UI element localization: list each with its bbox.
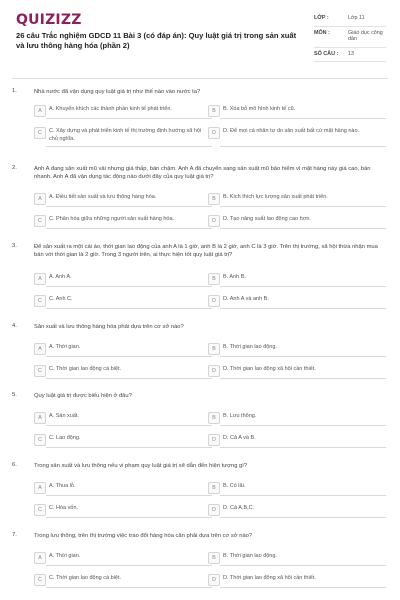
meta-label: SỐ CÂU : bbox=[314, 50, 339, 57]
option-underline bbox=[46, 118, 212, 119]
option-a[interactable] bbox=[34, 552, 210, 566]
option-b[interactable] bbox=[208, 105, 384, 119]
option-text: B. Xóa bỏ mô hình kinh tế cũ. bbox=[223, 106, 296, 112]
option-text: B. Kích thích lực lượng sản xuất phát triển. bbox=[223, 194, 328, 200]
option-underline bbox=[46, 286, 212, 287]
option-letter-badge: A bbox=[34, 273, 46, 285]
meta-row-subject bbox=[314, 27, 386, 48]
option-underline bbox=[220, 308, 386, 309]
option-underline bbox=[220, 228, 386, 229]
option-b[interactable] bbox=[208, 552, 384, 566]
option-d[interactable] bbox=[208, 295, 384, 309]
option-b[interactable] bbox=[208, 193, 384, 207]
option-text: A. Sản xuất. bbox=[49, 413, 79, 419]
question-text: Trong sản xuất và lưu thông nếu vi phạm quy luật giá trị sẽ dẫn đến hiện tượng gì? bbox=[34, 463, 248, 469]
option-letter-badge: A bbox=[34, 193, 46, 205]
option-text: A. Thời gian. bbox=[49, 344, 81, 350]
meta-value: 13 bbox=[348, 50, 354, 57]
option-letter-badge: B bbox=[208, 105, 220, 117]
option-c[interactable] bbox=[34, 365, 210, 379]
option-a[interactable] bbox=[34, 482, 210, 496]
option-letter-badge: B bbox=[208, 412, 220, 424]
meta-value: Lớp 11 bbox=[348, 15, 365, 21]
option-b[interactable] bbox=[208, 482, 384, 496]
option-underline bbox=[46, 517, 212, 518]
option-underline bbox=[46, 356, 212, 357]
header-divider bbox=[12, 78, 388, 79]
meta-row-count bbox=[314, 48, 386, 63]
option-letter-badge: A bbox=[34, 552, 46, 564]
option-text: A. Anh A. bbox=[49, 274, 72, 280]
option-letter-badge: A bbox=[34, 412, 46, 424]
option-c[interactable] bbox=[34, 127, 210, 147]
meta-label: MÔN : bbox=[314, 29, 330, 36]
option-a[interactable] bbox=[34, 105, 210, 119]
question-text: Quy luật giá trị được biểu hiện ở đâu? bbox=[34, 393, 132, 399]
option-text: A. Thua lỗ. bbox=[49, 483, 76, 489]
option-c[interactable] bbox=[34, 504, 210, 518]
option-text: C. Phân hóa giữa những người sản xuất hàng hóa. bbox=[49, 216, 175, 222]
option-d[interactable] bbox=[208, 365, 384, 379]
option-text: B. Có lãi. bbox=[223, 483, 246, 489]
option-underline bbox=[46, 378, 212, 379]
option-letter-badge: C bbox=[34, 215, 46, 227]
question-number: 7. bbox=[12, 532, 17, 538]
option-text: D. Anh A và anh B. bbox=[223, 296, 269, 302]
option-text: C. Xây dựng và phát triển kinh tế thị trường định hướng xã hội chủ nghĩa. bbox=[49, 128, 202, 142]
option-a[interactable] bbox=[34, 193, 210, 207]
option-underline bbox=[220, 378, 386, 379]
option-text: A. Điều tiết sản xuất và lưu thông hàng hóa. bbox=[49, 194, 157, 200]
option-letter-badge: C bbox=[34, 127, 46, 139]
option-letter-badge: C bbox=[34, 434, 46, 446]
option-underline bbox=[220, 565, 386, 566]
option-underline bbox=[46, 565, 212, 566]
option-underline bbox=[220, 356, 386, 357]
option-text: C. Lao động. bbox=[49, 435, 81, 441]
option-c[interactable] bbox=[34, 434, 210, 448]
option-underline bbox=[220, 425, 386, 426]
option-letter-badge: C bbox=[34, 574, 46, 586]
option-letter-badge: B bbox=[208, 482, 220, 494]
option-underline bbox=[220, 206, 386, 207]
option-underline bbox=[46, 308, 212, 309]
option-letter-badge: A bbox=[34, 105, 46, 117]
question-number: 2. bbox=[12, 165, 17, 171]
option-letter-badge: B bbox=[208, 273, 220, 285]
option-text: A. Khuyến khích các thành phần kinh tế phát triển. bbox=[49, 106, 172, 112]
option-letter-badge: C bbox=[34, 504, 46, 516]
option-underline bbox=[46, 495, 212, 496]
option-text: D. Để mọi cá nhân tự do sản xuất bất cứ mặt hàng nào. bbox=[223, 128, 360, 134]
option-text: C. Thời gian lao động cá biệt. bbox=[49, 366, 121, 372]
option-b[interactable] bbox=[208, 343, 384, 357]
option-d[interactable] bbox=[208, 574, 384, 588]
option-b[interactable] bbox=[208, 273, 384, 287]
option-text: D. Thời gian lao động xã hội cần thiết. bbox=[223, 575, 316, 581]
option-letter-badge: B bbox=[208, 552, 220, 564]
meta-value: Giáo dục công dân bbox=[348, 29, 383, 42]
option-letter-badge: B bbox=[208, 343, 220, 355]
option-underline bbox=[46, 146, 212, 147]
meta-row-grade bbox=[314, 12, 386, 27]
option-text: C. Thời gian lao động cá biệt. bbox=[49, 575, 121, 581]
option-text: B. Thời gian lao động. bbox=[223, 553, 277, 559]
option-a[interactable] bbox=[34, 273, 210, 287]
meta-label: LỚP : bbox=[314, 15, 329, 21]
option-letter-badge: D bbox=[208, 215, 220, 227]
page-title: 26 câu Trắc nghiệm GDCD 11 Bài 3 (có đáp án): Quy luật giá trị trong sản xuất và lưu thông hàng hóa (phần 2) bbox=[16, 31, 297, 50]
question-text: Nhà nước đã vận dụng quy luật giá trị như thế nào vào nước ta? bbox=[34, 89, 201, 95]
option-text: D. Cả A và B. bbox=[223, 435, 256, 441]
option-underline bbox=[220, 517, 386, 518]
option-d[interactable] bbox=[208, 434, 384, 448]
option-letter-badge: D bbox=[208, 434, 220, 446]
option-a[interactable] bbox=[34, 343, 210, 357]
option-d[interactable] bbox=[208, 127, 384, 147]
option-underline bbox=[220, 447, 386, 448]
option-text: A. Thời gian. bbox=[49, 553, 81, 559]
question-number: 4. bbox=[12, 323, 17, 329]
option-text: C. Anh C. bbox=[49, 296, 73, 302]
option-text: B. Anh B. bbox=[223, 274, 246, 280]
option-underline bbox=[46, 228, 212, 229]
question-text: Để sản xuất ra một cái áo, thời gian lao động của anh A là 1 giờ, anh B là 2 giờ, anh C là 3 giờ. Trên thị trường, xã hội thừa nhận mua bán với thời gian là 2 giờ. Trong 3 người trên, ai thực hiện tốt quy luật giá trị? bbox=[34, 244, 378, 258]
option-text: B. Thời gian lao động. bbox=[223, 344, 277, 350]
option-underline bbox=[46, 425, 212, 426]
option-letter-badge: A bbox=[34, 343, 46, 355]
option-c[interactable] bbox=[34, 295, 210, 309]
option-underline bbox=[220, 587, 386, 588]
question-text: Sản xuất và lưu thông hàng hóa phải dựa trên cơ sở nào? bbox=[34, 324, 184, 330]
option-letter-badge: D bbox=[208, 295, 220, 307]
option-underline bbox=[46, 206, 212, 207]
option-d[interactable] bbox=[208, 504, 384, 518]
question-text: Anh A đang sản xuất mũ vải nhưng giá thấp, bán chậm. Anh A đã chuyển sang sản xuất mũ bảo hiểm vì mặt hàng này giá cao, bán nhanh. Anh A đã vận dụng tác động nào dưới đây của quy luật giá trị? bbox=[34, 166, 371, 180]
quizizz-logo: QUIZIZZ bbox=[16, 12, 82, 28]
option-a[interactable] bbox=[34, 412, 210, 426]
question-number: 5. bbox=[12, 392, 17, 398]
question-text: Trong lưu thông, trên thị trường việc trao đổi hàng hóa căn phải dựa trên cơ sở nào? bbox=[34, 533, 253, 539]
option-letter-badge: A bbox=[34, 482, 46, 494]
option-underline bbox=[220, 146, 386, 147]
question-number: 6. bbox=[12, 462, 17, 468]
option-text: D. Tạo năng suất lao động cao hơn. bbox=[223, 216, 311, 222]
option-letter-badge: C bbox=[34, 295, 46, 307]
option-b[interactable] bbox=[208, 412, 384, 426]
option-letter-badge: D bbox=[208, 504, 220, 516]
question-number: 1. bbox=[12, 88, 17, 94]
quiz-meta-panel bbox=[314, 12, 386, 62]
option-letter-badge: D bbox=[208, 127, 220, 139]
option-text: D. Thời gian lao động xã hội cần thiết. bbox=[223, 366, 316, 372]
option-letter-badge: D bbox=[208, 365, 220, 377]
option-c[interactable] bbox=[34, 215, 210, 229]
option-letter-badge: D bbox=[208, 574, 220, 586]
option-underline bbox=[220, 286, 386, 287]
question-number: 3. bbox=[12, 243, 17, 249]
option-c[interactable] bbox=[34, 574, 210, 588]
option-underline bbox=[220, 118, 386, 119]
option-text: D. Cả A,B,C. bbox=[223, 505, 255, 511]
option-underline bbox=[220, 495, 386, 496]
option-underline bbox=[46, 447, 212, 448]
option-d[interactable] bbox=[208, 215, 384, 229]
option-text: C. Hòa vốn. bbox=[49, 505, 79, 511]
page-header bbox=[0, 0, 400, 80]
option-letter-badge: C bbox=[34, 365, 46, 377]
option-text: B. Lưu thông. bbox=[223, 413, 257, 419]
option-letter-badge: B bbox=[208, 193, 220, 205]
option-underline bbox=[46, 587, 212, 588]
